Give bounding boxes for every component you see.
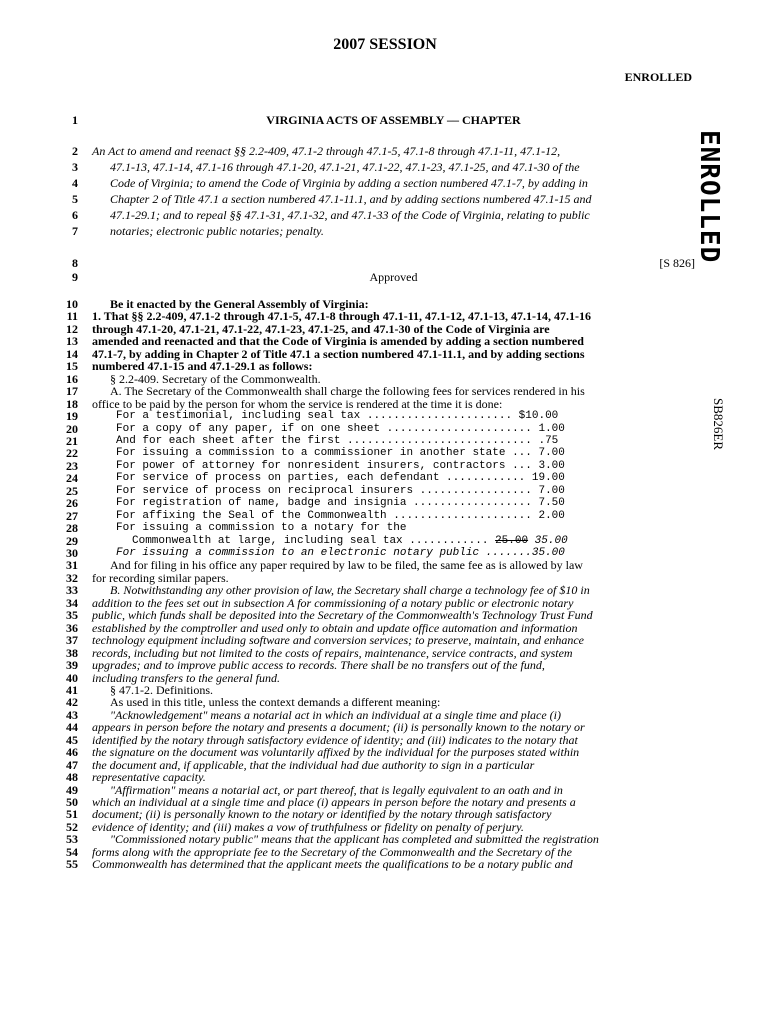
line-number: 16 [66, 371, 78, 386]
line-21 [42, 433, 559, 448]
line-number: 52 [66, 819, 78, 834]
fee-item: For issuing a commission to a notary for the [116, 522, 407, 535]
line-text: including transfers to the general fund. [92, 670, 280, 685]
line-text: established by the comptroller and used only to obtain and update office automation and information [92, 620, 578, 635]
line-number: 45 [66, 732, 78, 747]
line-number: 51 [66, 807, 78, 822]
line-text: addition to the fees set out in subsection A for commissioning of a notary public or electronic notary [92, 595, 574, 610]
fee-item: For affixing the Seal of the Commonwealth ..................... 2.00 [116, 509, 565, 522]
line-text: technology equipment including software and conversion services; to preserve, maintain, and enhance [92, 633, 584, 648]
line-number: 15 [66, 359, 78, 374]
line-55 [42, 857, 573, 872]
line-number: 27 [66, 508, 78, 523]
line-number: 12 [66, 321, 78, 336]
line-number: 28 [66, 521, 78, 536]
line-number: 53 [66, 832, 78, 847]
line-8 [42, 256, 695, 270]
line-4 [42, 176, 588, 190]
line-number: 31 [66, 558, 78, 573]
line-number: 34 [66, 595, 78, 610]
line-7 [42, 225, 442, 238]
line-number: 25 [66, 483, 78, 498]
line-number: 24 [66, 471, 78, 486]
fee-item-amended [132, 535, 695, 548]
fee-item-text: Commonwealth at large, including seal tax ............ [132, 534, 496, 547]
line-text: "Acknowledgement" means a notarial act in which an individual at a single time and place (i) [110, 707, 562, 722]
line-number: 44 [66, 720, 78, 735]
fee-item: For a copy of any paper, if on one sheet ...................... 1.00 [116, 422, 565, 435]
line-text: appears in person before the notary and presents a document; (ii) is personally known to the notary or [92, 720, 585, 735]
fee-item: For issuing a commission to a commissioner in another state ... 7.00 [116, 447, 565, 460]
line-number: 37 [66, 633, 78, 648]
fee-item: For service of process on parties, each defendant ............ 19.00 [116, 472, 565, 485]
fee-item: For service of process on reciprocal insurers ................. 7.00 [116, 484, 565, 497]
enrolled-label: ENROLLED [624, 70, 692, 84]
line-text: evidence of identity; and (iii) makes a vow of truthfulness or fidelity on penalty of perjury. [92, 819, 524, 834]
line-22 [42, 446, 565, 461]
line-6 [42, 208, 590, 222]
line-number: 41 [66, 682, 78, 697]
section-heading: § 2.2-409. Secretary of the Commonwealth. [110, 371, 321, 386]
line-29 [42, 533, 568, 548]
line-text: representative capacity. [92, 770, 206, 785]
line-number: 48 [66, 770, 78, 785]
line-number: 55 [66, 857, 78, 872]
line-3 [42, 160, 580, 174]
fee-item: For a testimonial, including seal tax ...................... $10.00 [116, 410, 559, 423]
line-text: the document and, if applicable, that the individual had due authority to sign in a particular [92, 757, 535, 772]
line-number: 1 [72, 113, 78, 127]
line-23 [42, 458, 565, 473]
line-number: 54 [66, 844, 78, 859]
side-bill-text: SB826ER [711, 398, 726, 451]
line-number: 20 [66, 421, 78, 436]
line-2 [42, 144, 561, 158]
line-text: for recording similar papers. [92, 570, 229, 585]
line-number: 47 [66, 757, 78, 772]
line-text: 1. That §§ 2.2-409, 47.1-2 through 47.1-5, 47.1-8 through 47.1-11, 47.1-12, 47.1-13, 47.1-14, 47.1-16 [92, 309, 592, 324]
fee-item: And for each sheet after the first ............................ .75 [116, 434, 559, 447]
line-18 [42, 396, 503, 411]
line-text: Code of Virginia; to amend the Code of Virginia by adding a section numbered 47.1-7, by adding in [110, 176, 588, 190]
line-number: 26 [66, 496, 78, 511]
line-number: 21 [66, 433, 78, 448]
side-enrolled-text: ENROLLED [694, 130, 724, 264]
line-number: 3 [72, 160, 78, 174]
line-text: through 47.1-20, 47.1-21, 47.1-22, 47.1-23, 47.1-25, and 47.1-30 of the Code of Virginia are [92, 321, 550, 336]
fee-item: For registration of name, badge and insignia .................. 7.50 [116, 497, 565, 510]
fee-item-new: For issuing a commission to an electronic notary public .......35.00 [116, 547, 565, 559]
side-bill-number [712, 398, 732, 468]
line-number: 9 [72, 270, 78, 284]
line-text: "Commissioned notary public" means that the applicant has completed and submitted the registration [110, 832, 599, 847]
bill-ref: [S 826] [659, 256, 695, 270]
line-text: Commonwealth has determined that the applicant meets the qualifications to be a notary public and [92, 857, 573, 872]
line-number: 36 [66, 620, 78, 635]
section-heading: § 47.1-2. Definitions. [110, 682, 213, 697]
line-19 [42, 409, 559, 424]
line-text: which an individual at a single time and place (i) appears in person before the notary and presents a [92, 795, 576, 809]
line-text: amended and reenacted and that the Code of Virginia is amended by adding a section numbered [92, 334, 584, 349]
line-number: 7 [72, 224, 78, 238]
line-number: 17 [66, 384, 78, 399]
line-text: A. The Secretary of the Commonwealth shall charge the following fees for services rendered in his [110, 384, 585, 399]
line-text: notaries; electronic public notaries; penalty. [110, 224, 324, 238]
line-text: 47.1-13, 47.1-14, 47.1-16 through 47.1-20, 47.1-21, 47.1-22, 47.1-23, 47.1-25, and 47.1-30 of the [110, 160, 580, 174]
line-number: 4 [72, 176, 78, 190]
fee-item: For power of attorney for nonresident insurers, contractors ... 3.00 [116, 459, 565, 472]
line-20 [42, 421, 565, 436]
line-number: 13 [66, 334, 78, 349]
enacting-clause: Be it enacted by the General Assembly of Virginia: [110, 297, 369, 311]
line-40 [42, 672, 442, 685]
line-text: 47.1-29.1; and to repeal §§ 47.1-31, 47.1-32, and 47.1-33 of the Code of Virginia, relating to public [110, 208, 590, 222]
line-number: 50 [66, 795, 78, 809]
line-number: 2 [72, 144, 78, 158]
line-number: 14 [66, 346, 78, 361]
line-number: 38 [66, 645, 78, 660]
line-24 [42, 471, 565, 486]
approved-label: Approved [369, 270, 418, 284]
line-text: Chapter 2 of Title 47.1 a section numbered 47.1-11.1, and by adding sections numbered 47.1-15 and [110, 192, 592, 206]
line-number: 42 [66, 695, 78, 710]
line-text: B. Notwithstanding any other provision of law, the Secretary shall charge a technology fee of $10 in [110, 583, 590, 598]
line-number: 33 [66, 583, 78, 598]
line-5 [42, 192, 592, 206]
new-amount: 35.00 [528, 534, 568, 547]
session-heading: 2007 SESSION [333, 36, 437, 53]
line-number: 10 [66, 297, 78, 311]
line-number: 18 [66, 396, 78, 411]
line-text: forms along with the appropriate fee to the Secretary of the Commonwealth and the Secretary of the [92, 844, 572, 859]
chapter-title: VIRGINIA ACTS OF ASSEMBLY –– CHAPTER [266, 113, 521, 127]
line-text: records, including but not limited to the costs of repairs, maintenance, service contracts, and system [92, 645, 573, 660]
line-text: 47.1-7, by adding in Chapter 2 of Title 47.1 a section numbered 47.1-11.1, and by adding sections [92, 346, 585, 361]
line-number: 46 [66, 745, 78, 760]
line-text: the signature on the document was voluntarily affixed by the individual for the purposes stated within [92, 745, 580, 760]
line-number: 29 [66, 533, 78, 548]
line-number: 5 [72, 192, 78, 206]
side-enrolled-stamp [694, 130, 744, 330]
line-text: upgrades; and to improve public access to records. There shall be no transfers out of the fund, [92, 658, 545, 673]
line-number: 22 [66, 446, 78, 461]
line-number: 40 [66, 670, 78, 685]
line-9 [42, 271, 442, 284]
struck-amount: 25.00 [495, 534, 529, 547]
line-28 [42, 522, 442, 535]
line-number: 6 [72, 208, 78, 222]
line-text: numbered 47.1-15 and 47.1-29.1 as follows: [92, 359, 313, 374]
line-26 [42, 496, 565, 511]
line-number: 39 [66, 658, 78, 673]
line-text: identified by the notary through satisfactory evidence of identity; and (iii) indicates to the notary that [92, 732, 578, 747]
line-text: And for filing in his office any paper required by law to be filed, the same fee as is allowed by law [110, 558, 583, 573]
line-number: 8 [72, 256, 78, 270]
line-text: public, which funds shall be deposited into the Secretary of the Commonwealth's Technology Trust Fund [92, 608, 593, 623]
line-1 [42, 113, 521, 127]
line-number: 30 [66, 546, 78, 560]
line-number: 43 [66, 707, 78, 722]
act-title: An Act to amend and reenact §§ 2.2-409, 47.1-2 through 47.1-5, 47.1-8 through 47.1-11, 47.1-12, [92, 144, 561, 158]
line-text: document; (ii) is personally known to the notary or identified by the notary through satisfactory [92, 807, 552, 822]
line-number: 32 [66, 570, 78, 585]
line-number: 23 [66, 458, 78, 473]
line-text: As used in this title, unless the context demands a different meaning: [110, 695, 441, 710]
line-number: 49 [66, 782, 78, 797]
line-text: office to be paid by the person for whom the service is rendered at the time it is done: [92, 396, 503, 411]
line-text: "Affirmation" means a notarial act, or part thereof, that is legally equivalent to an oath and in [110, 782, 563, 797]
line-25 [42, 483, 565, 498]
line-number: 11 [66, 309, 78, 324]
line-27 [42, 508, 565, 523]
line-number: 35 [66, 608, 78, 623]
line-number: 19 [66, 409, 78, 424]
